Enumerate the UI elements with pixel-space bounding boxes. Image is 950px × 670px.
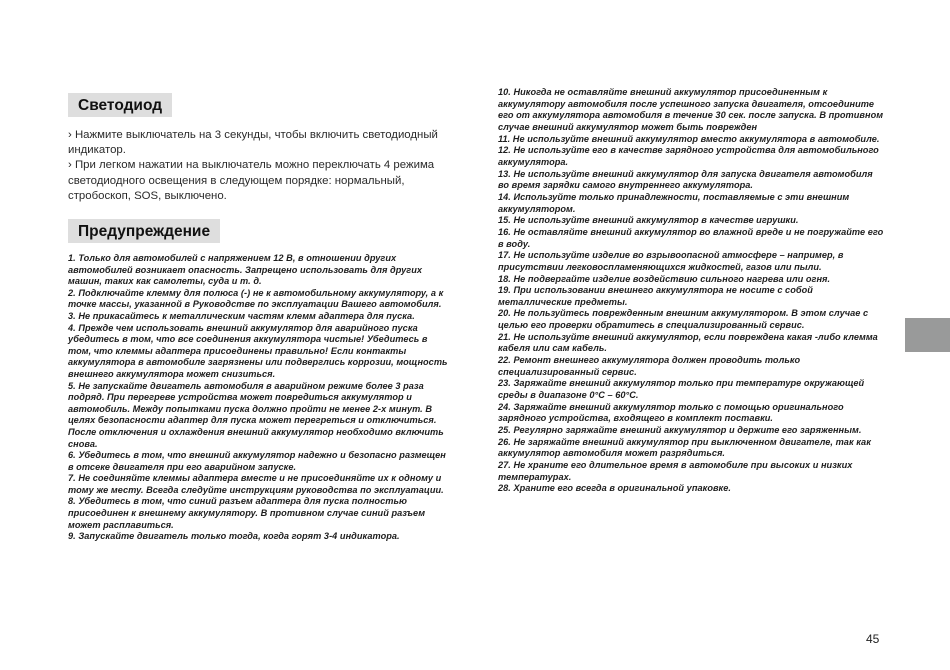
warning-item-8: 8. Убедитесь в том, что синий разъем адаптера для пуска полностью присоединен к внешнему аккумулятору. В противном случае синий разъем может расплавиться.	[68, 496, 426, 530]
chapter-side-tab	[905, 318, 950, 352]
warning-item-2: 2. Подключайте клемму для полюса (-) не к автомобильному аккумулятору, а к точке массы, указанной в Руководстве по эксплуатации Вашего автомобиля.	[68, 287, 444, 310]
warning-item-22: 22. Ремонт внешнего аккумулятора должен проводить только специализированный сервис.	[498, 355, 801, 377]
warning-item-5: 5. Не запускайте двигатель автомобиля в аварийном режиме более 3 раза подряд. При перегреве устройства может повредиться аккумулятор и автомобиль. Между попытками пуска должно пройти не менее 2-х минут. В целях безопасности адаптер для пуска может перегреться и отключиться. После отключения и охлаждения внешний аккумулятор необходимо включить снова.	[68, 380, 444, 449]
page-number: 45	[866, 632, 880, 646]
warning-item-16: 16. Не оставляйте внешний аккумулятор во влажной вреде и не погружайте его в воду.	[498, 226, 884, 249]
warning-list-left	[68, 253, 452, 543]
warning-item-15: 15. Не используйте внешний аккумулятор в качестве игрушки.	[498, 215, 799, 226]
led-section-heading: Светодиод	[68, 93, 172, 117]
warning-item-28: 28. Храните его всегда в оригинальной упаковке.	[498, 483, 731, 494]
warning-item-21: 21. Не используйте внешний аккумулятор, если повреждена какая -либо клемма кабеля или сам кабель.	[498, 331, 878, 354]
warning-item-14: 14. Используйте только принадлежности, поставляемые с эти внешним аккумулятором.	[498, 191, 850, 214]
warning-item-9: 9. Запускайте двигатель только тогда, когда горят 3-4 индикатора.	[68, 531, 400, 542]
warning-item-11: 11. Не используйте внешний аккумулятор вместо аккумулятора в автомобиле.	[498, 133, 880, 144]
warning-item-23: 23. Заряжайте внешний аккумулятор только при температуре окружающей среды в диапазоне 0°C – 60°C.	[498, 378, 865, 401]
warning-item-4: 4. Прежде чем использовать внешний аккумулятор для аварийного пуска убедитесь в том, что все соединения аккумулятора чистые! Убедитесь в том, что клеммы адаптера присоединены правильно! Если контакты аккумулятора в автомобиле загрязнены или подверглись коррозии, мощность внешнего аккумулятора может снизиться.	[68, 322, 448, 379]
led-instructions	[68, 128, 452, 204]
warning-item-6: 6. Убедитесь в том, что внешний аккумулятор надежно и безопасно размещен в отсеке двигателя при его аварийном запуске.	[68, 450, 446, 472]
led-instruction-2: › При легком нажатии на выключатель можно переключать 4 режима светодиодного освещения в следующем порядке: нормальный, стробоскоп, SOS, выключено.	[68, 159, 435, 202]
warning-section-heading: Предупреждение	[68, 219, 220, 243]
warning-item-19: 19. При использовании внешнего аккумулятора не носите с собой металлические предметы.	[498, 285, 813, 307]
warning-item-24: 24. Заряжайте внешний аккумулятор только с помощью оригинального зарядного устройства, входящего в комплект поставки.	[498, 401, 844, 424]
warning-item-7: 7. Не соединяйте клеммы адаптера вместе и не присоединяйте их к одному и тому же месту. Всегда следуйте инструкциям руководства по эксплуатации.	[68, 473, 444, 495]
warning-item-1: 1. Только для автомобилей с напряжением 12 В, в отношении других автомобилей возникает опасность. Запрещено использовать для других машин, таких как самолеты, суда и т. д.	[68, 253, 423, 287]
warning-item-25: 25. Регулярно заряжайте внешний аккумулятор и держите его заряженным.	[498, 425, 862, 436]
right-column	[498, 87, 884, 495]
warning-item-3: 3. Не прикасайтесь к металлическим частям клемм адаптера для пуска.	[68, 310, 415, 321]
warning-item-26: 26. Не заряжайте внешний аккумулятор при выключенном двигателе, так как аккумулятор автомобиля может разрядиться.	[498, 436, 871, 459]
warning-item-27: 27. Не храните его длительное время в автомобиле при высоких и низких температурах.	[498, 460, 853, 482]
warning-item-18: 18. Не подвергайте изделие воздействию сильного нагрева или огня.	[498, 273, 831, 284]
warning-item-17: 17. Не используйте изделие во взрывоопасной атмосфере – например, в присутствии легковоспламеняющихся жидкостей, газов или пыли.	[498, 250, 844, 272]
left-column	[68, 90, 452, 543]
led-instruction-1: › Нажмите выключатель на 3 секунды, чтобы включить светодиодный индикатор.	[68, 129, 438, 157]
warning-item-10: 10. Никогда не оставляйте внешний аккумулятор присоединенным к аккумулятору автомобиля после успешного запуска двигателя, отсоедините его от аккумулятора автомобиля в течение 30 сек. после запуска. В противном случае внешний аккумулятор может быть поврежден	[498, 87, 884, 132]
warning-item-12: 12. Не используйте его в качестве зарядного устройства для автомобильного аккумулятора.	[498, 145, 879, 167]
warning-item-20: 20. Не пользуйтесь поврежденным внешним аккумулятором. В этом случае с целью его проверки обратитесь в специализированный сервис.	[498, 308, 869, 331]
warning-item-13: 13. Не используйте внешний аккумулятор для запуска двигателя автомобиля во время зарядки самого внутреннего аккумулятора.	[498, 168, 873, 191]
